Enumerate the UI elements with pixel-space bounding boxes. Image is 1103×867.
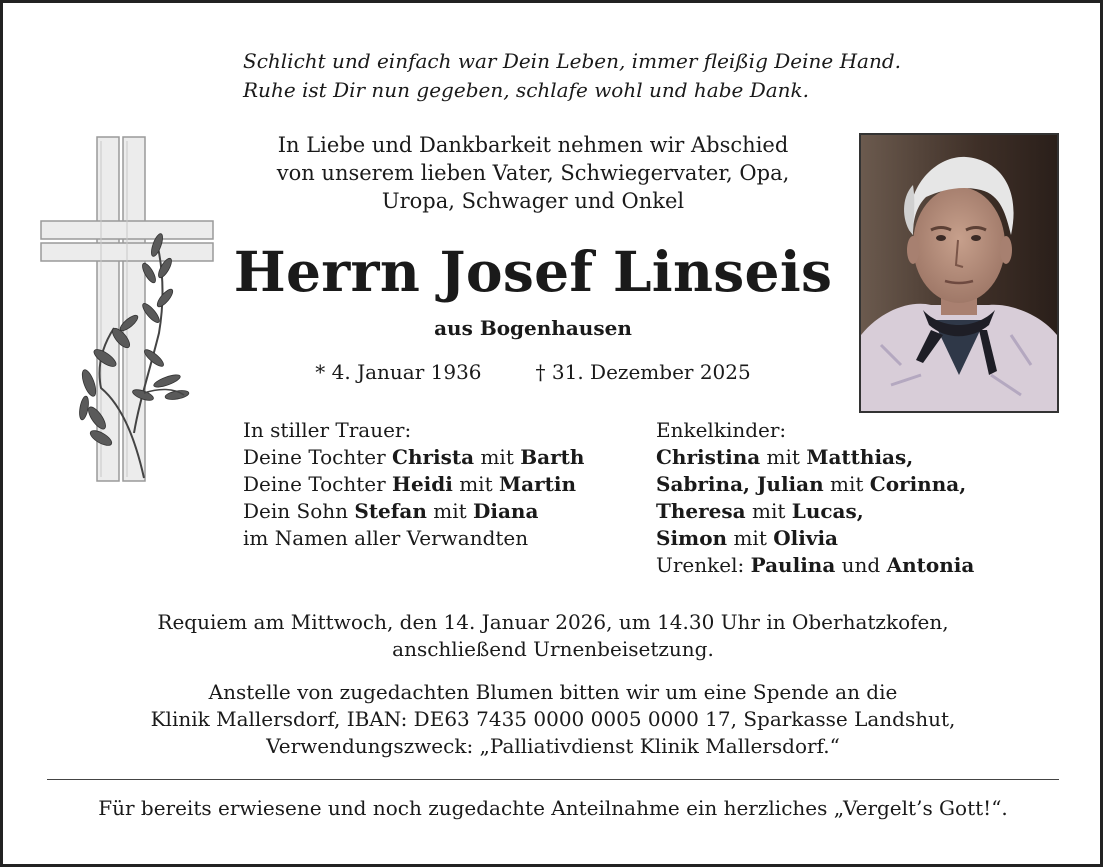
death-date: † 31. Dezember 2025: [535, 360, 751, 384]
thanks-text: Für bereits erwiesene und noch zugedachte Anteilnahme ein herzliches „Vergelt’s Gott!“.: [98, 796, 1008, 820]
donation-info: [43, 679, 1063, 760]
partner-name: Barth: [520, 445, 585, 469]
connector: mit: [745, 499, 792, 523]
divider: [47, 779, 1059, 780]
grandchild-row: [656, 525, 974, 552]
grandchild-row: [656, 444, 974, 471]
connector: mit: [823, 472, 870, 496]
partner-name: Olivia: [773, 526, 839, 550]
mourners-closing: im Namen aller Verwandten: [243, 526, 529, 550]
mourner-row: [243, 444, 584, 471]
requiem-info: [43, 609, 1063, 663]
grandchildren-heading: Enkelkinder:: [656, 418, 787, 442]
portrait-illustration: [861, 135, 1057, 411]
mourner-name: Heidi: [392, 472, 453, 496]
poem-line: Ruhe ist Dir nun gegeben, schlafe wohl und habe Dank.: [243, 78, 810, 102]
grandchild-name: Sabrina, Julian: [656, 472, 824, 496]
intro-line: Uropa, Schwager und Onkel: [381, 189, 685, 213]
cross-with-olive-branch-icon: [39, 133, 219, 493]
life-dates: [223, 360, 843, 384]
connector: mit: [426, 499, 474, 523]
birth-date: * 4. Januar 1936: [315, 360, 482, 384]
mourners-list: [243, 417, 584, 552]
great-grandchild-name: Antonia: [886, 553, 975, 577]
connector: mit: [452, 472, 499, 496]
donation-line: Verwendungszweck: „Palliativdienst Klinik Mallersdorf.“: [266, 734, 840, 758]
mourner-name: Christa: [392, 445, 475, 469]
requiem-line: Requiem am Mittwoch, den 14. Januar 2026, um 14.30 Uhr in Oberhatzkofen,: [157, 610, 949, 634]
grandchild-name: Christina: [656, 445, 761, 469]
intro-line: von unserem lieben Vater, Schwiegervater, Opa,: [276, 161, 790, 185]
partner-name: Lucas,: [791, 499, 864, 523]
deceased-origin: aus Bogenhausen: [434, 316, 632, 340]
poem: [243, 47, 901, 105]
great-grandchild-name: Paulina: [750, 553, 836, 577]
relation: Dein Sohn: [243, 499, 355, 523]
intro-line: In Liebe und Dankbarkeit nehmen wir Abschied: [277, 133, 789, 157]
mourner-row: [243, 498, 584, 525]
great-grandchildren-row: [656, 552, 974, 579]
portrait-photo: [859, 133, 1059, 413]
connector: mit: [760, 445, 807, 469]
connector: mit: [727, 526, 774, 550]
partner-name: Diana: [473, 499, 539, 523]
intro-text: [223, 131, 843, 215]
grandchild-name: Theresa: [656, 499, 746, 523]
donation-line: Anstelle von zugedachten Blumen bitten wir um eine Spende an die: [208, 680, 898, 704]
relation: Urenkel:: [656, 553, 751, 577]
grandchild-name: Simon: [656, 526, 728, 550]
connector: und: [835, 553, 887, 577]
partner-name: Matthias,: [806, 445, 914, 469]
mourner-row: [243, 471, 584, 498]
requiem-line: anschließend Urnenbeisetzung.: [392, 637, 714, 661]
relation: Deine Tochter: [243, 472, 393, 496]
deceased-name: Herrn Josef Linseis: [233, 239, 833, 304]
mourner-name: Stefan: [354, 499, 427, 523]
relation: Deine Tochter: [243, 445, 393, 469]
mourners-heading: In stiller Trauer:: [243, 418, 412, 442]
partner-name: Martin: [498, 472, 576, 496]
connector: mit: [474, 445, 521, 469]
donation-line: Klinik Mallersdorf, IBAN: DE63 7435 0000 0005 0000 17, Sparkasse Landshut,: [150, 707, 956, 731]
grandchild-row: [656, 498, 974, 525]
poem-line: Schlicht und einfach war Dein Leben, immer fleißig Deine Hand.: [243, 49, 901, 73]
grandchildren-list: [656, 417, 974, 579]
grandchild-row: [656, 471, 974, 498]
partner-name: Corinna,: [869, 472, 967, 496]
